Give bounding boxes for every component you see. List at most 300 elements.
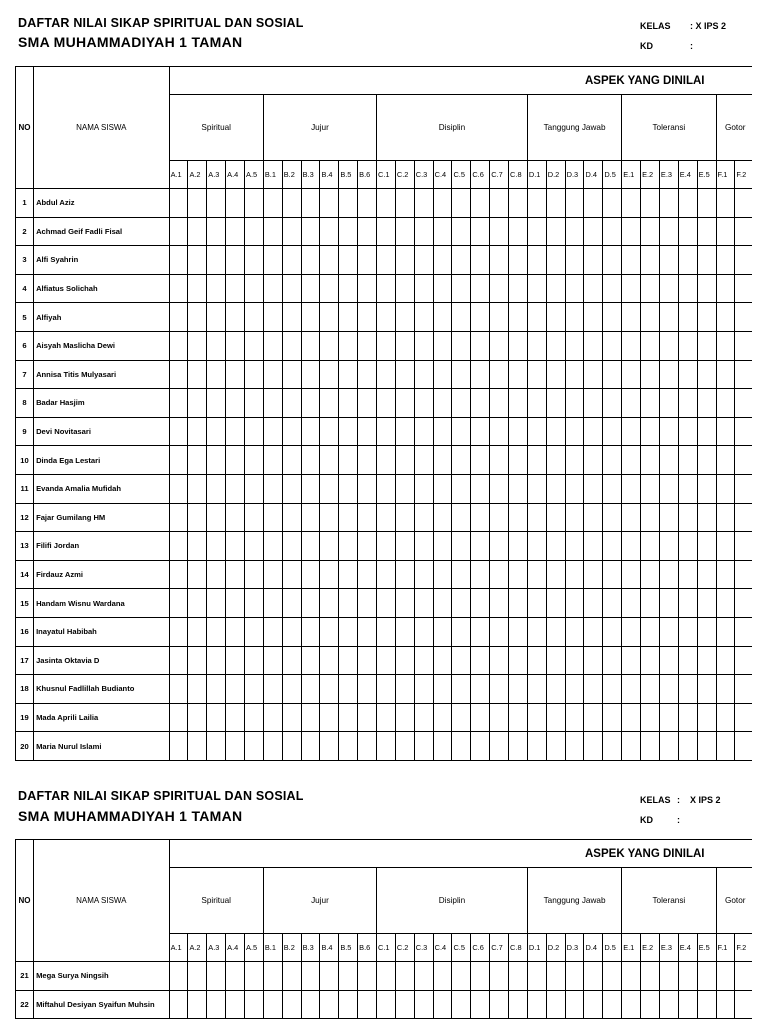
score-cell[interactable]: [320, 703, 339, 732]
score-cell[interactable]: [358, 417, 377, 446]
score-cell[interactable]: [282, 417, 301, 446]
score-cell[interactable]: [377, 274, 396, 303]
score-cell[interactable]: [527, 417, 546, 446]
score-cell[interactable]: [527, 703, 546, 732]
score-cell[interactable]: [169, 360, 188, 389]
score-cell[interactable]: [509, 246, 528, 275]
score-cell[interactable]: [697, 246, 716, 275]
score-cell[interactable]: [641, 217, 660, 246]
score-cell[interactable]: [584, 217, 603, 246]
score-cell[interactable]: [263, 962, 282, 991]
score-cell[interactable]: [716, 589, 735, 618]
score-cell[interactable]: [414, 617, 433, 646]
score-cell[interactable]: [546, 532, 565, 561]
score-cell[interactable]: [622, 962, 641, 991]
score-cell[interactable]: [433, 703, 452, 732]
score-cell[interactable]: [641, 962, 660, 991]
score-cell[interactable]: [735, 503, 752, 532]
score-cell[interactable]: [490, 189, 509, 218]
score-cell[interactable]: [641, 246, 660, 275]
score-cell[interactable]: [301, 962, 320, 991]
score-cell[interactable]: [659, 274, 678, 303]
score-cell[interactable]: [565, 589, 584, 618]
score-cell[interactable]: [716, 217, 735, 246]
score-cell[interactable]: [282, 589, 301, 618]
score-cell[interactable]: [584, 962, 603, 991]
score-cell[interactable]: [697, 646, 716, 675]
score-cell[interactable]: [490, 532, 509, 561]
score-cell[interactable]: [301, 589, 320, 618]
score-cell[interactable]: [188, 389, 207, 418]
score-cell[interactable]: [509, 703, 528, 732]
score-cell[interactable]: [678, 303, 697, 332]
score-cell[interactable]: [433, 246, 452, 275]
score-cell[interactable]: [527, 503, 546, 532]
score-cell[interactable]: [245, 274, 264, 303]
score-cell[interactable]: [509, 446, 528, 475]
score-cell[interactable]: [697, 703, 716, 732]
score-cell[interactable]: [716, 646, 735, 675]
score-cell[interactable]: [301, 446, 320, 475]
score-cell[interactable]: [452, 990, 471, 1019]
score-cell[interactable]: [490, 732, 509, 761]
score-cell[interactable]: [452, 617, 471, 646]
score-cell[interactable]: [395, 446, 414, 475]
score-cell[interactable]: [735, 274, 752, 303]
score-cell[interactable]: [678, 331, 697, 360]
score-cell[interactable]: [565, 532, 584, 561]
score-cell[interactable]: [433, 646, 452, 675]
score-cell[interactable]: [565, 360, 584, 389]
score-cell[interactable]: [490, 560, 509, 589]
score-cell[interactable]: [697, 560, 716, 589]
score-cell[interactable]: [169, 617, 188, 646]
score-cell[interactable]: [641, 389, 660, 418]
score-cell[interactable]: [207, 962, 226, 991]
score-cell[interactable]: [263, 417, 282, 446]
score-cell[interactable]: [659, 189, 678, 218]
score-cell[interactable]: [282, 246, 301, 275]
score-cell[interactable]: [641, 274, 660, 303]
score-cell[interactable]: [471, 646, 490, 675]
score-cell[interactable]: [678, 389, 697, 418]
score-cell[interactable]: [735, 246, 752, 275]
score-cell[interactable]: [414, 360, 433, 389]
score-cell[interactable]: [301, 246, 320, 275]
score-cell[interactable]: [659, 417, 678, 446]
score-cell[interactable]: [584, 246, 603, 275]
score-cell[interactable]: [735, 703, 752, 732]
score-cell[interactable]: [527, 532, 546, 561]
score-cell[interactable]: [471, 246, 490, 275]
score-cell[interactable]: [546, 389, 565, 418]
score-cell[interactable]: [471, 732, 490, 761]
score-cell[interactable]: [207, 503, 226, 532]
score-cell[interactable]: [509, 331, 528, 360]
score-cell[interactable]: [659, 474, 678, 503]
score-cell[interactable]: [226, 474, 245, 503]
score-cell[interactable]: [320, 217, 339, 246]
score-cell[interactable]: [395, 360, 414, 389]
score-cell[interactable]: [188, 532, 207, 561]
score-cell[interactable]: [735, 646, 752, 675]
score-cell[interactable]: [509, 990, 528, 1019]
score-cell[interactable]: [527, 217, 546, 246]
score-cell[interactable]: [490, 675, 509, 704]
score-cell[interactable]: [509, 962, 528, 991]
score-cell[interactable]: [678, 217, 697, 246]
score-cell[interactable]: [678, 732, 697, 761]
score-cell[interactable]: [226, 560, 245, 589]
score-cell[interactable]: [301, 990, 320, 1019]
score-cell[interactable]: [490, 646, 509, 675]
score-cell[interactable]: [433, 474, 452, 503]
score-cell[interactable]: [546, 990, 565, 1019]
score-cell[interactable]: [169, 962, 188, 991]
score-cell[interactable]: [263, 474, 282, 503]
score-cell[interactable]: [471, 389, 490, 418]
score-cell[interactable]: [169, 246, 188, 275]
score-cell[interactable]: [301, 474, 320, 503]
score-cell[interactable]: [188, 474, 207, 503]
score-cell[interactable]: [452, 560, 471, 589]
score-cell[interactable]: [735, 446, 752, 475]
score-cell[interactable]: [509, 360, 528, 389]
score-cell[interactable]: [622, 732, 641, 761]
score-cell[interactable]: [452, 389, 471, 418]
score-cell[interactable]: [169, 589, 188, 618]
score-cell[interactable]: [301, 303, 320, 332]
score-cell[interactable]: [226, 389, 245, 418]
score-cell[interactable]: [622, 389, 641, 418]
score-cell[interactable]: [678, 646, 697, 675]
score-cell[interactable]: [641, 331, 660, 360]
score-cell[interactable]: [622, 474, 641, 503]
score-cell[interactable]: [377, 446, 396, 475]
score-cell[interactable]: [207, 246, 226, 275]
score-cell[interactable]: [641, 646, 660, 675]
score-cell[interactable]: [659, 703, 678, 732]
score-cell[interactable]: [527, 646, 546, 675]
score-cell[interactable]: [263, 990, 282, 1019]
score-cell[interactable]: [339, 703, 358, 732]
score-cell[interactable]: [659, 617, 678, 646]
score-cell[interactable]: [659, 389, 678, 418]
score-cell[interactable]: [678, 675, 697, 704]
score-cell[interactable]: [471, 417, 490, 446]
score-cell[interactable]: [527, 189, 546, 218]
score-cell[interactable]: [188, 589, 207, 618]
score-cell[interactable]: [735, 990, 752, 1019]
score-cell[interactable]: [565, 446, 584, 475]
score-cell[interactable]: [659, 675, 678, 704]
score-cell[interactable]: [414, 990, 433, 1019]
score-cell[interactable]: [301, 532, 320, 561]
score-cell[interactable]: [188, 503, 207, 532]
score-cell[interactable]: [641, 417, 660, 446]
score-cell[interactable]: [546, 962, 565, 991]
score-cell[interactable]: [414, 962, 433, 991]
score-cell[interactable]: [584, 703, 603, 732]
score-cell[interactable]: [282, 560, 301, 589]
score-cell[interactable]: [414, 646, 433, 675]
score-cell[interactable]: [622, 360, 641, 389]
score-cell[interactable]: [395, 217, 414, 246]
score-cell[interactable]: [169, 560, 188, 589]
score-cell[interactable]: [320, 303, 339, 332]
score-cell[interactable]: [395, 732, 414, 761]
score-cell[interactable]: [169, 675, 188, 704]
score-cell[interactable]: [527, 331, 546, 360]
score-cell[interactable]: [641, 189, 660, 218]
score-cell[interactable]: [452, 446, 471, 475]
score-cell[interactable]: [263, 217, 282, 246]
score-cell[interactable]: [659, 246, 678, 275]
score-cell[interactable]: [565, 417, 584, 446]
score-cell[interactable]: [622, 189, 641, 218]
score-cell[interactable]: [622, 675, 641, 704]
score-cell[interactable]: [339, 303, 358, 332]
score-cell[interactable]: [245, 446, 264, 475]
score-cell[interactable]: [452, 675, 471, 704]
score-cell[interactable]: [735, 675, 752, 704]
score-cell[interactable]: [490, 589, 509, 618]
score-cell[interactable]: [320, 331, 339, 360]
score-cell[interactable]: [169, 446, 188, 475]
score-cell[interactable]: [659, 589, 678, 618]
score-cell[interactable]: [527, 962, 546, 991]
score-cell[interactable]: [207, 675, 226, 704]
score-cell[interactable]: [245, 417, 264, 446]
score-cell[interactable]: [263, 503, 282, 532]
score-cell[interactable]: [490, 274, 509, 303]
score-cell[interactable]: [245, 732, 264, 761]
score-cell[interactable]: [395, 646, 414, 675]
score-cell[interactable]: [377, 189, 396, 218]
score-cell[interactable]: [339, 503, 358, 532]
score-cell[interactable]: [546, 331, 565, 360]
score-cell[interactable]: [659, 532, 678, 561]
score-cell[interactable]: [339, 646, 358, 675]
score-cell[interactable]: [358, 331, 377, 360]
score-cell[interactable]: [207, 532, 226, 561]
score-cell[interactable]: [471, 474, 490, 503]
score-cell[interactable]: [377, 675, 396, 704]
score-cell[interactable]: [697, 503, 716, 532]
score-cell[interactable]: [207, 474, 226, 503]
score-cell[interactable]: [678, 360, 697, 389]
score-cell[interactable]: [452, 703, 471, 732]
score-cell[interactable]: [678, 990, 697, 1019]
score-cell[interactable]: [188, 417, 207, 446]
score-cell[interactable]: [245, 646, 264, 675]
score-cell[interactable]: [509, 474, 528, 503]
score-cell[interactable]: [641, 503, 660, 532]
score-cell[interactable]: [584, 274, 603, 303]
score-cell[interactable]: [301, 360, 320, 389]
score-cell[interactable]: [207, 217, 226, 246]
score-cell[interactable]: [697, 189, 716, 218]
score-cell[interactable]: [358, 274, 377, 303]
score-cell[interactable]: [320, 990, 339, 1019]
score-cell[interactable]: [452, 732, 471, 761]
score-cell[interactable]: [339, 532, 358, 561]
score-cell[interactable]: [263, 646, 282, 675]
score-cell[interactable]: [716, 189, 735, 218]
score-cell[interactable]: [377, 217, 396, 246]
score-cell[interactable]: [659, 303, 678, 332]
score-cell[interactable]: [622, 617, 641, 646]
score-cell[interactable]: [716, 274, 735, 303]
score-cell[interactable]: [245, 990, 264, 1019]
score-cell[interactable]: [226, 360, 245, 389]
score-cell[interactable]: [716, 617, 735, 646]
score-cell[interactable]: [716, 560, 735, 589]
score-cell[interactable]: [263, 446, 282, 475]
score-cell[interactable]: [226, 617, 245, 646]
score-cell[interactable]: [226, 217, 245, 246]
score-cell[interactable]: [245, 303, 264, 332]
score-cell[interactable]: [565, 217, 584, 246]
score-cell[interactable]: [509, 189, 528, 218]
score-cell[interactable]: [263, 360, 282, 389]
score-cell[interactable]: [207, 703, 226, 732]
score-cell[interactable]: [320, 446, 339, 475]
score-cell[interactable]: [490, 417, 509, 446]
score-cell[interactable]: [697, 446, 716, 475]
score-cell[interactable]: [414, 274, 433, 303]
score-cell[interactable]: [226, 503, 245, 532]
score-cell[interactable]: [716, 732, 735, 761]
score-cell[interactable]: [377, 503, 396, 532]
score-cell[interactable]: [414, 560, 433, 589]
score-cell[interactable]: [452, 360, 471, 389]
score-cell[interactable]: [546, 303, 565, 332]
score-cell[interactable]: [263, 189, 282, 218]
score-cell[interactable]: [603, 675, 622, 704]
score-cell[interactable]: [263, 589, 282, 618]
score-cell[interactable]: [471, 303, 490, 332]
score-cell[interactable]: [188, 303, 207, 332]
score-cell[interactable]: [565, 646, 584, 675]
score-cell[interactable]: [603, 417, 622, 446]
score-cell[interactable]: [207, 417, 226, 446]
score-cell[interactable]: [622, 646, 641, 675]
score-cell[interactable]: [358, 217, 377, 246]
score-cell[interactable]: [452, 503, 471, 532]
score-cell[interactable]: [320, 617, 339, 646]
score-cell[interactable]: [377, 617, 396, 646]
score-cell[interactable]: [377, 246, 396, 275]
score-cell[interactable]: [678, 962, 697, 991]
score-cell[interactable]: [527, 274, 546, 303]
score-cell[interactable]: [358, 446, 377, 475]
score-cell[interactable]: [188, 990, 207, 1019]
score-cell[interactable]: [527, 560, 546, 589]
score-cell[interactable]: [622, 417, 641, 446]
score-cell[interactable]: [546, 274, 565, 303]
score-cell[interactable]: [603, 617, 622, 646]
score-cell[interactable]: [395, 474, 414, 503]
score-cell[interactable]: [263, 675, 282, 704]
score-cell[interactable]: [395, 503, 414, 532]
score-cell[interactable]: [245, 503, 264, 532]
score-cell[interactable]: [245, 617, 264, 646]
score-cell[interactable]: [641, 589, 660, 618]
score-cell[interactable]: [301, 189, 320, 218]
score-cell[interactable]: [716, 962, 735, 991]
score-cell[interactable]: [603, 990, 622, 1019]
score-cell[interactable]: [509, 389, 528, 418]
score-cell[interactable]: [716, 532, 735, 561]
score-cell[interactable]: [603, 217, 622, 246]
score-cell[interactable]: [565, 990, 584, 1019]
score-cell[interactable]: [471, 675, 490, 704]
score-cell[interactable]: [471, 189, 490, 218]
score-cell[interactable]: [414, 589, 433, 618]
score-cell[interactable]: [565, 703, 584, 732]
score-cell[interactable]: [358, 675, 377, 704]
score-cell[interactable]: [358, 474, 377, 503]
score-cell[interactable]: [735, 389, 752, 418]
score-cell[interactable]: [584, 675, 603, 704]
score-cell[interactable]: [433, 331, 452, 360]
score-cell[interactable]: [339, 274, 358, 303]
score-cell[interactable]: [358, 990, 377, 1019]
score-cell[interactable]: [471, 532, 490, 561]
score-cell[interactable]: [584, 560, 603, 589]
score-cell[interactable]: [358, 389, 377, 418]
score-cell[interactable]: [245, 532, 264, 561]
score-cell[interactable]: [697, 732, 716, 761]
score-cell[interactable]: [358, 646, 377, 675]
score-cell[interactable]: [678, 503, 697, 532]
score-cell[interactable]: [735, 962, 752, 991]
score-cell[interactable]: [452, 532, 471, 561]
score-cell[interactable]: [395, 246, 414, 275]
score-cell[interactable]: [320, 732, 339, 761]
score-cell[interactable]: [716, 503, 735, 532]
score-cell[interactable]: [226, 990, 245, 1019]
score-cell[interactable]: [603, 532, 622, 561]
score-cell[interactable]: [226, 646, 245, 675]
score-cell[interactable]: [678, 474, 697, 503]
score-cell[interactable]: [641, 703, 660, 732]
score-cell[interactable]: [641, 360, 660, 389]
score-cell[interactable]: [603, 962, 622, 991]
score-cell[interactable]: [735, 189, 752, 218]
score-cell[interactable]: [622, 331, 641, 360]
score-cell[interactable]: [603, 331, 622, 360]
score-cell[interactable]: [320, 503, 339, 532]
score-cell[interactable]: [207, 360, 226, 389]
score-cell[interactable]: [263, 246, 282, 275]
score-cell[interactable]: [433, 417, 452, 446]
score-cell[interactable]: [735, 589, 752, 618]
score-cell[interactable]: [565, 274, 584, 303]
score-cell[interactable]: [659, 732, 678, 761]
score-cell[interactable]: [678, 703, 697, 732]
score-cell[interactable]: [471, 274, 490, 303]
score-cell[interactable]: [245, 589, 264, 618]
score-cell[interactable]: [395, 274, 414, 303]
score-cell[interactable]: [301, 703, 320, 732]
score-cell[interactable]: [471, 589, 490, 618]
score-cell[interactable]: [697, 389, 716, 418]
score-cell[interactable]: [377, 331, 396, 360]
score-cell[interactable]: [697, 417, 716, 446]
score-cell[interactable]: [603, 189, 622, 218]
